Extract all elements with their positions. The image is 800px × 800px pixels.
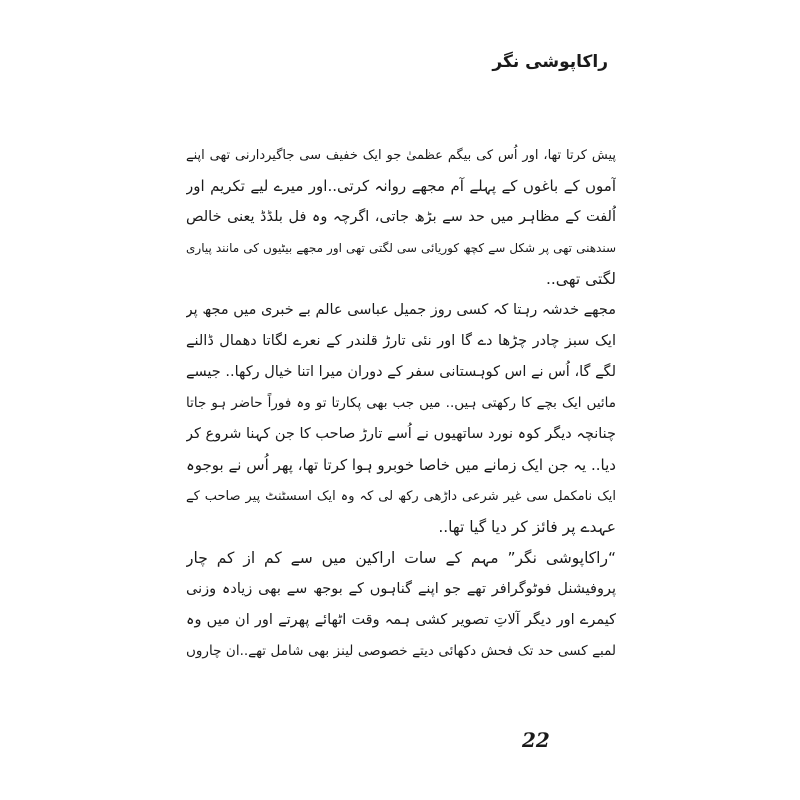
text-line: اُلفت کے مظاہر میں حد سے بڑھ جاتی، اگرچہ وہ فل بلڈڈ یعنی خالص — [186, 209, 616, 225]
text-line: عہدے پر فائز کر دیا گیا تھا.. — [438, 518, 616, 536]
running-title: راکاپوشی نگر — [492, 52, 608, 72]
text-line: پروفیشنل فوٹوگرافر تھے جو اپنے گناہوں کے بوجھ سے بھی زیادہ وزنی — [186, 581, 616, 597]
text-line: آموں کے باغوں کے پہلے آم مجھے روانہ کرتی..اور میرے لیے تکریم اور — [186, 177, 616, 195]
page-number: 22 — [522, 728, 550, 752]
body-text — [186, 140, 616, 667]
text-line: “راکاپوشی نگر” مہم کے سات اراکین میں سے کم از کم چار — [186, 549, 616, 567]
text-line: ایک نامکمل سی غیر شرعی داڑھی رکھ لی کہ وہ ایک اسسٹنٹ پیر صاحب کے — [186, 489, 616, 504]
text-line: لگے گا، اُس نے اس کوہستانی سفر کے دوران میرا اتنا خیال رکھا.. جیسے — [186, 364, 616, 380]
text-line: چنانچہ دیگر کوہ نورد ساتھیوں نے اُسے تارڑ صاحب کا جن کہنا شروع کر — [186, 426, 616, 442]
text-line: لمبے کسی حد تک فحش دکھائی دیتے خصوصی لینز بھی شامل تھے..ان چاروں — [186, 643, 616, 659]
text-line: مائیں ایک بچے کا رکھتی ہیں.. میں جب بھی پکارتا تو وہ فوراً حاضر ہو جاتا — [186, 395, 616, 411]
text-line: لگتی تھی.. — [545, 270, 616, 288]
text-line: ایک سبز چادر چڑھا دے گا اور نئی تارڑ قلندر کے نعرے لگاتا دھمال ڈالنے — [186, 333, 616, 349]
text-line: دیا.. یہ جن ایک زمانے میں خاصا خوبرو ہوا کرتا تھا، پھر اُس نے بوجوہ — [186, 456, 616, 474]
text-line: سندھنی تھی پر شکل سے کچھ کوریائی سی لگتی تھی اور مجھے بیٹیوں کی مانند پیاری — [186, 241, 616, 255]
text-line: پیش کرتا تھا، اور اُس کی بیگم عظمیٰ جو ایک خفیف سی جاگیردارنی تھی اپنے — [186, 148, 616, 163]
text-line: مجھے خدشہ رہتا کہ کسی روز جمیل عباسی عالم بے خبری میں مجھ پر — [186, 302, 616, 318]
text-line: کیمرے اور دیگر آلاتِ تصویر کشی ہمہ وقت اٹھائے پھرتے اور ان میں وہ — [186, 612, 616, 628]
